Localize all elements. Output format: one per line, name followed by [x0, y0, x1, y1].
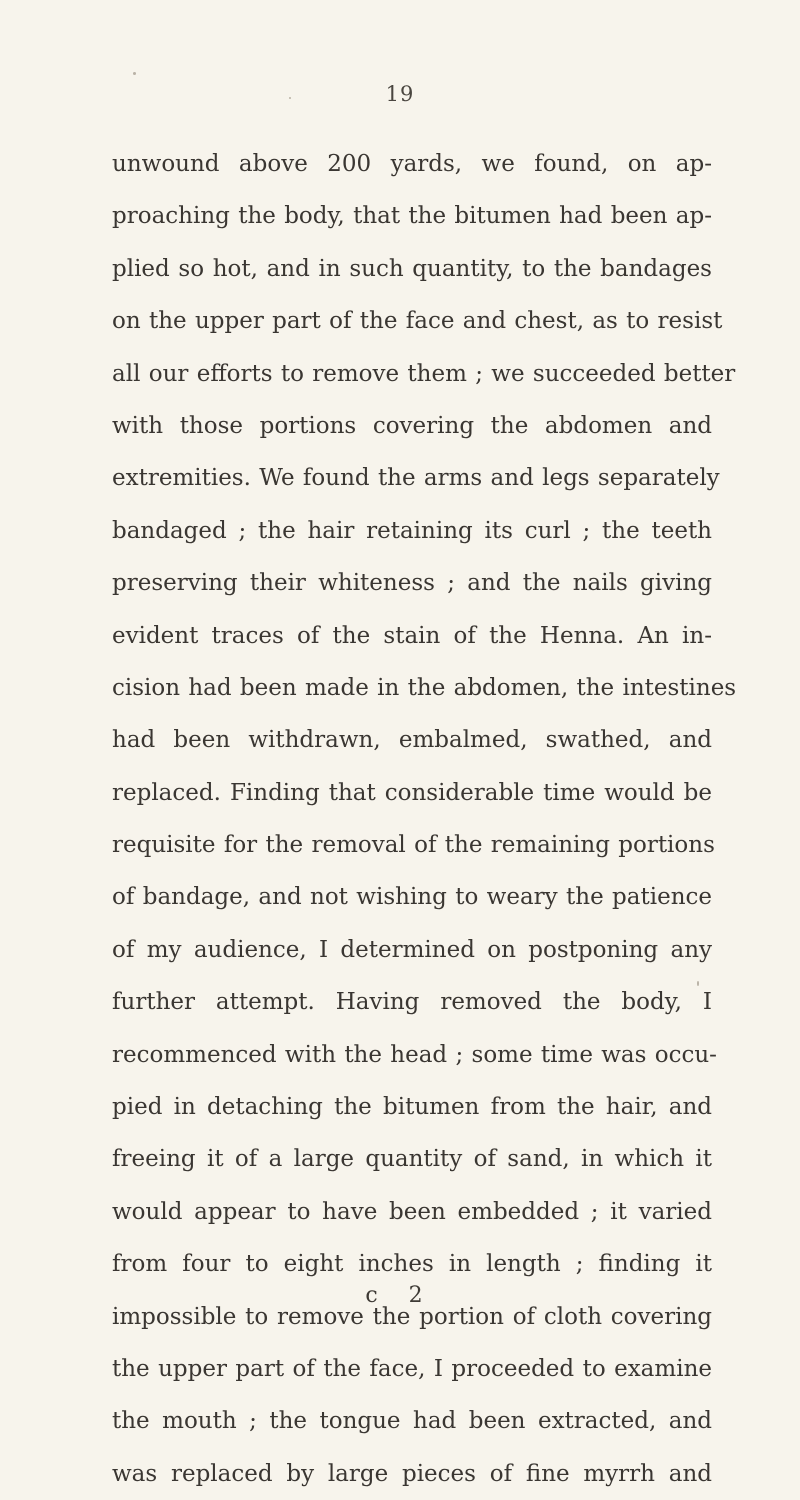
text-line: pied in detaching the bitumen from the hair, and	[112, 1094, 712, 1121]
text-line: with those portions covering the abdomen and	[112, 412, 712, 439]
paper-speck	[133, 72, 136, 75]
text-line: impossible to remove the portion of cloth covering	[112, 1303, 712, 1330]
text-line: unwound above 200 yards, we found, on ap-	[112, 151, 712, 177]
text-line: on the upper part of the face and chest, as to resist	[112, 308, 723, 335]
text-line: requisite for the removal of the remaining portions	[112, 832, 715, 859]
text-line: freeing it of a large quantity of sand, in which it	[112, 1146, 712, 1173]
text-line: would appear to have been embedded ; it varied	[112, 1198, 712, 1225]
text-line: extremities. We found the arms and legs separately	[112, 465, 720, 492]
text-line: proaching the body, that the bitumen had been ap-	[112, 203, 712, 230]
text-line: cision had been made in the abdomen, the intestines	[112, 674, 737, 701]
text-line: the upper part of the face, I proceeded to examine	[112, 1355, 712, 1382]
text-line: bandaged ; the hair retaining its curl ; the teeth	[112, 517, 712, 544]
text-line: recommenced with the head ; some time was occu-	[112, 1041, 717, 1068]
text-line: the mouth ; the tongue had been extracted, and	[112, 1408, 712, 1435]
text-line: of bandage, and not wishing to weary the patience	[112, 884, 712, 911]
text-line: all our efforts to remove them ; we succeeded better	[112, 360, 736, 387]
text-line: plied so hot, and in such quantity, to the bandages	[112, 255, 712, 282]
text-line: was replaced by large pieces of fine myrrh and	[112, 1460, 712, 1487]
text-line: from four to eight inches in length ; finding it	[112, 1251, 712, 1278]
signature-mark: c 2	[365, 1283, 435, 1308]
page-number: 19	[385, 82, 415, 106]
text-line: evident traces of the stain of the Henna. An in-	[112, 622, 712, 649]
text-line: of my audience, I determined on postponing any	[112, 936, 712, 963]
text-line: further attempt. Having removed the body, I	[112, 989, 712, 1016]
text-line: had been withdrawn, embalmed, swathed, and	[112, 727, 712, 754]
text-line: replaced. Finding that considerable time would be	[112, 779, 712, 806]
text-line: preserving their whiteness ; and the nails giving	[112, 570, 712, 597]
